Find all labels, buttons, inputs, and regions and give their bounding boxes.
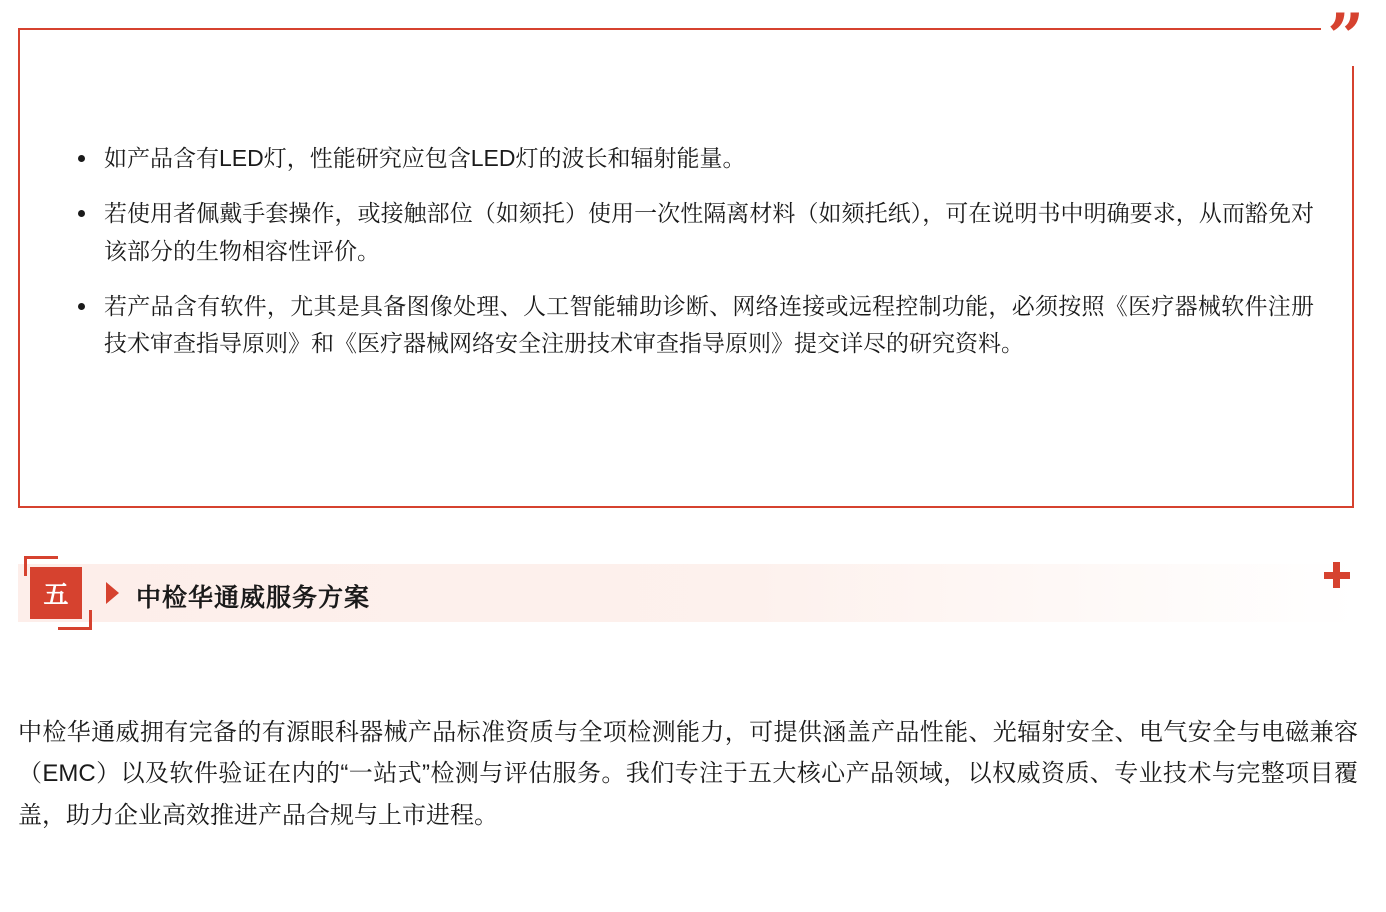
list-item: 如产品含有LED灯，性能研究应包含LED灯的波长和辐射能量。 (70, 140, 1314, 177)
plus-icon-vertical-bar (1333, 562, 1340, 588)
bracket-right-line (89, 610, 92, 630)
section-number-badge: 五 (30, 567, 82, 619)
bracket-left-line (24, 556, 27, 576)
list-item: 若产品含有软件，尤其是具备图像处理、人工智能辅助诊断、网络连接或远程控制功能，必须按照《医疗器械软件注册技术审查指导原则》和《医疗器械网络安全注册技术审查指导原则》提交详尽的研究资料。 (70, 288, 1314, 363)
bracket-bottom-line (58, 627, 92, 630)
enterprise-notice-card (18, 0, 1362, 508)
service-plan-paragraph: 中检华通威拥有完备的有源眼科器械产品标准资质与全项检测能力，可提供涵盖产品性能、光辐射安全、电气安全与电磁兼容（EMC）以及软件验证在内的“一站式”检测与评估服务。我们专注于五大核心产品领域，以权威资质、专业技术与完整项目覆盖，助力企业高效推进产品合规与上市进程。 (18, 719, 1358, 829)
notice-list (70, 140, 1314, 362)
plus-icon (1322, 560, 1352, 590)
section-title: 中检华通威服务方案 (136, 584, 371, 612)
list-item: 若使用者佩戴手套操作，或接触部位（如颏托）使用一次性隔离材料（如颏托纸），可在说明书中明确要求，从而豁免对该部分的生物相容性评价。 (70, 195, 1314, 270)
arrow-right-icon (106, 582, 119, 604)
quote-mark-icon: ” (1321, 14, 1368, 66)
section-header (18, 556, 1358, 630)
bracket-top-line (24, 556, 58, 559)
